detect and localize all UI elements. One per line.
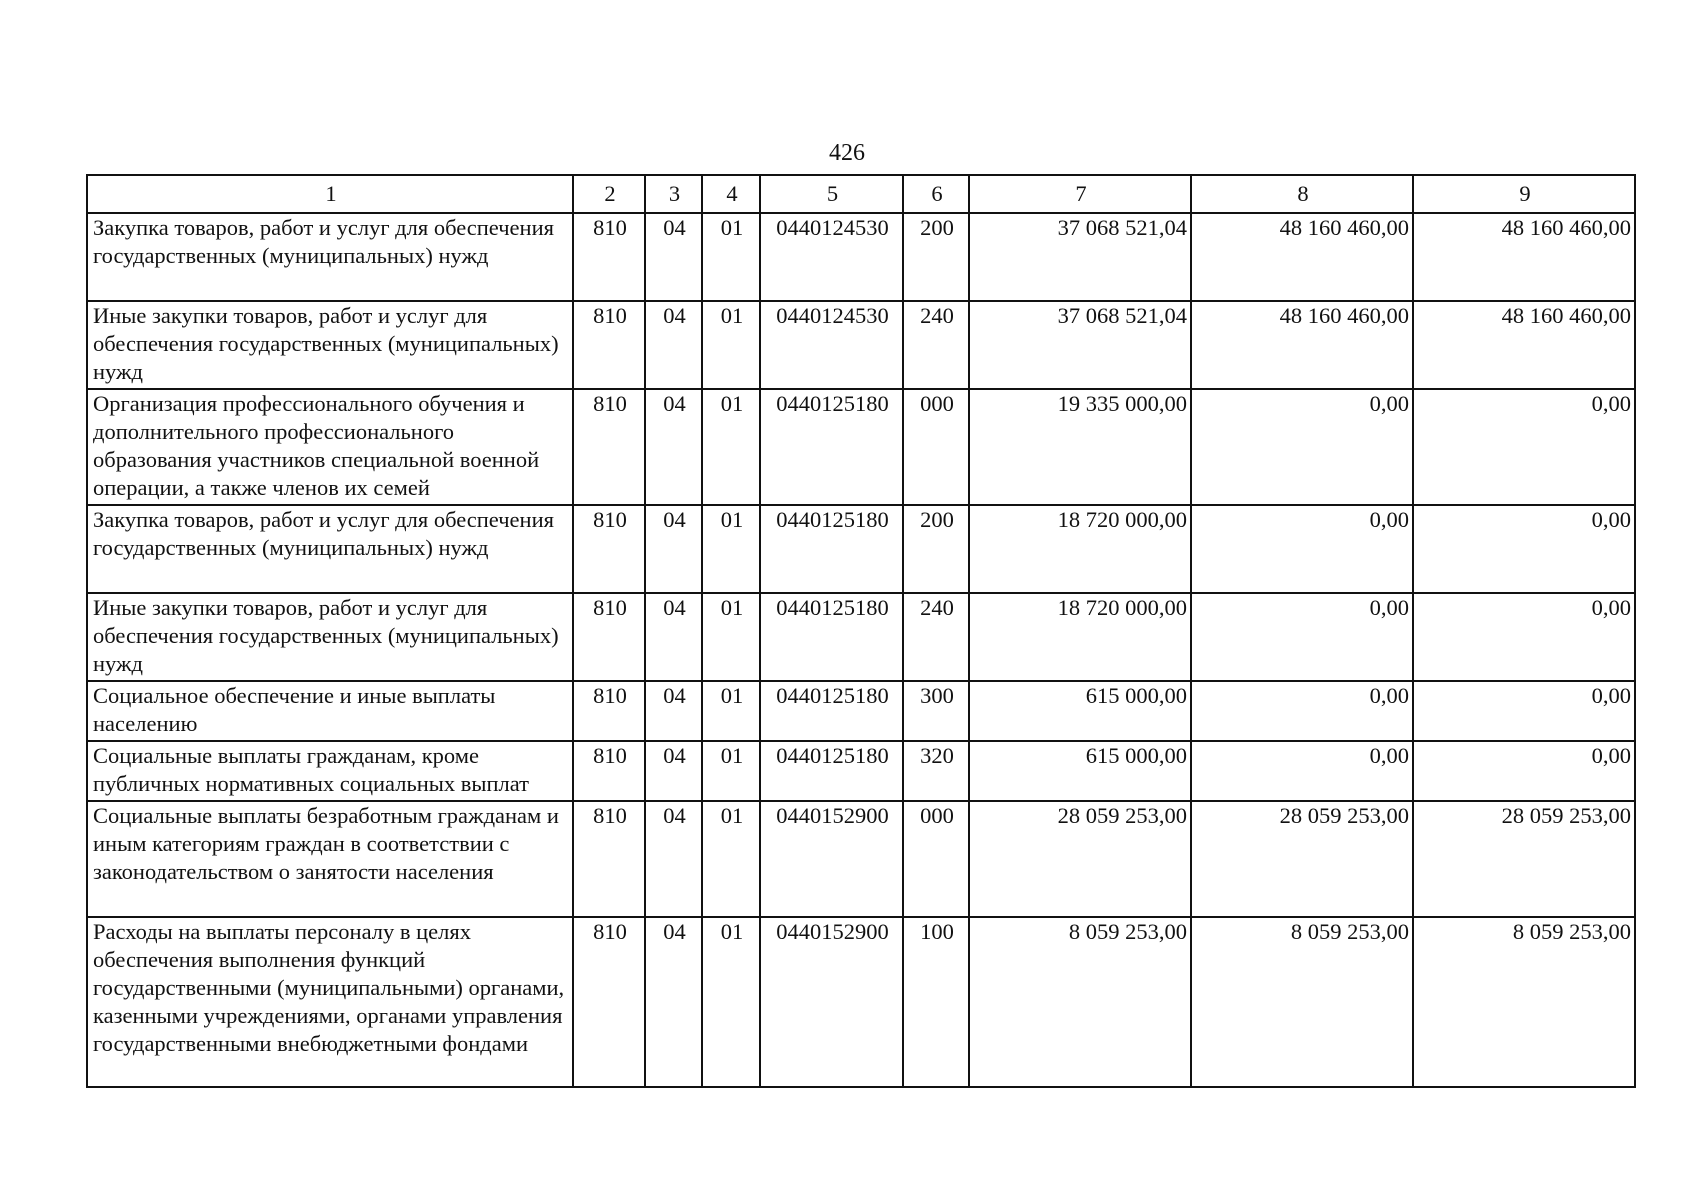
table-row (87, 389, 1635, 505)
header-cell-4: 4 (702, 175, 760, 213)
subsection-code: 01 (702, 213, 760, 301)
target-article-code: 0440152900 (760, 917, 903, 1087)
section-code: 04 (645, 213, 702, 301)
expense-name: Социальные выплаты безработным гражданам и иным категориям граждан в соответствии с законодательством о занятости населения (87, 801, 573, 917)
table-row (87, 505, 1635, 593)
header-cell-5: 5 (760, 175, 903, 213)
amount-col7: 18 720 000,00 (969, 593, 1191, 681)
target-article-code: 0440125180 (760, 741, 903, 801)
header-cell-6: 6 (903, 175, 969, 213)
expense-type-code: 200 (903, 213, 969, 301)
amount-col7: 19 335 000,00 (969, 389, 1191, 505)
section-code: 04 (645, 301, 702, 389)
subsection-code: 01 (702, 681, 760, 741)
section-code: 04 (645, 917, 702, 1087)
section-code: 04 (645, 389, 702, 505)
expense-name: Социальные выплаты гражданам, кроме публичных нормативных социальных выплат (87, 741, 573, 801)
expense-type-code: 320 (903, 741, 969, 801)
amount-col7: 37 068 521,04 (969, 213, 1191, 301)
subsection-code: 01 (702, 593, 760, 681)
amount-col8: 0,00 (1191, 681, 1413, 741)
expense-name: Организация профессионального обучения и дополнительного профессионального образования участников специальной военной операции, а также членов их семей (87, 389, 573, 505)
target-article-code: 0440125180 (760, 389, 903, 505)
amount-col9: 0,00 (1413, 741, 1635, 801)
section-code: 04 (645, 681, 702, 741)
ministry-code: 810 (573, 741, 645, 801)
table-row (87, 741, 1635, 801)
ministry-code: 810 (573, 593, 645, 681)
ministry-code: 810 (573, 801, 645, 917)
expense-name: Иные закупки товаров, работ и услуг для обеспечения государственных (муниципальных) нужд (87, 301, 573, 389)
amount-col9: 0,00 (1413, 389, 1635, 505)
table-row (87, 213, 1635, 301)
subsection-code: 01 (702, 301, 760, 389)
amount-col8: 28 059 253,00 (1191, 801, 1413, 917)
amount-col7: 37 068 521,04 (969, 301, 1191, 389)
expense-name: Расходы на выплаты персоналу в целях обеспечения выполнения функций государственными (муниципальными) органами, казенными учреждениями, органами управления государственными внебюджетными фондами (87, 917, 573, 1087)
header-cell-7: 7 (969, 175, 1191, 213)
header-cell-3: 3 (645, 175, 702, 213)
header-cell-9: 9 (1413, 175, 1635, 213)
expense-name: Социальное обеспечение и иные выплаты населению (87, 681, 573, 741)
ministry-code: 810 (573, 389, 645, 505)
amount-col9: 8 059 253,00 (1413, 917, 1635, 1087)
target-article-code: 0440125180 (760, 505, 903, 593)
subsection-code: 01 (702, 917, 760, 1087)
expense-type-code: 100 (903, 917, 969, 1087)
subsection-code: 01 (702, 741, 760, 801)
target-article-code: 0440152900 (760, 801, 903, 917)
target-article-code: 0440125180 (760, 681, 903, 741)
amount-col9: 0,00 (1413, 681, 1635, 741)
expense-name: Закупка товаров, работ и услуг для обеспечения государственных (муниципальных) нужд (87, 213, 573, 301)
amount-col9: 0,00 (1413, 593, 1635, 681)
target-article-code: 0440124530 (760, 213, 903, 301)
subsection-code: 01 (702, 801, 760, 917)
amount-col8: 0,00 (1191, 741, 1413, 801)
table-row (87, 681, 1635, 741)
amount-col8: 48 160 460,00 (1191, 301, 1413, 389)
amount-col9: 48 160 460,00 (1413, 301, 1635, 389)
ministry-code: 810 (573, 505, 645, 593)
section-code: 04 (645, 505, 702, 593)
table-row (87, 801, 1635, 917)
amount-col8: 48 160 460,00 (1191, 213, 1413, 301)
header-cell-2: 2 (573, 175, 645, 213)
expense-type-code: 240 (903, 301, 969, 389)
subsection-code: 01 (702, 389, 760, 505)
ministry-code: 810 (573, 917, 645, 1087)
amount-col8: 0,00 (1191, 505, 1413, 593)
section-code: 04 (645, 801, 702, 917)
amount-col7: 28 059 253,00 (969, 801, 1191, 917)
amount-col8: 0,00 (1191, 593, 1413, 681)
amount-col8: 0,00 (1191, 389, 1413, 505)
amount-col9: 0,00 (1413, 505, 1635, 593)
amount-col7: 8 059 253,00 (969, 917, 1191, 1087)
header-cell-8: 8 (1191, 175, 1413, 213)
header-cell-1: 1 (87, 175, 573, 213)
header-row (87, 175, 1635, 213)
expense-type-code: 300 (903, 681, 969, 741)
amount-col9: 48 160 460,00 (1413, 213, 1635, 301)
expense-name: Иные закупки товаров, работ и услуг для обеспечения государственных (муниципальных) нужд (87, 593, 573, 681)
expense-type-code: 200 (903, 505, 969, 593)
table-row (87, 593, 1635, 681)
ministry-code: 810 (573, 301, 645, 389)
section-code: 04 (645, 593, 702, 681)
expense-name: Закупка товаров, работ и услуг для обеспечения государственных (муниципальных) нужд (87, 505, 573, 593)
amount-col8: 8 059 253,00 (1191, 917, 1413, 1087)
budget-table (86, 174, 1636, 1088)
subsection-code: 01 (702, 505, 760, 593)
expense-type-code: 240 (903, 593, 969, 681)
table-row (87, 917, 1635, 1087)
ministry-code: 810 (573, 681, 645, 741)
table-row (87, 301, 1635, 389)
target-article-code: 0440125180 (760, 593, 903, 681)
section-code: 04 (645, 741, 702, 801)
amount-col7: 615 000,00 (969, 741, 1191, 801)
amount-col9: 28 059 253,00 (1413, 801, 1635, 917)
ministry-code: 810 (573, 213, 645, 301)
expense-type-code: 000 (903, 801, 969, 917)
expense-type-code: 000 (903, 389, 969, 505)
amount-col7: 18 720 000,00 (969, 505, 1191, 593)
amount-col7: 615 000,00 (969, 681, 1191, 741)
target-article-code: 0440124530 (760, 301, 903, 389)
page-number: 426 (829, 140, 865, 166)
